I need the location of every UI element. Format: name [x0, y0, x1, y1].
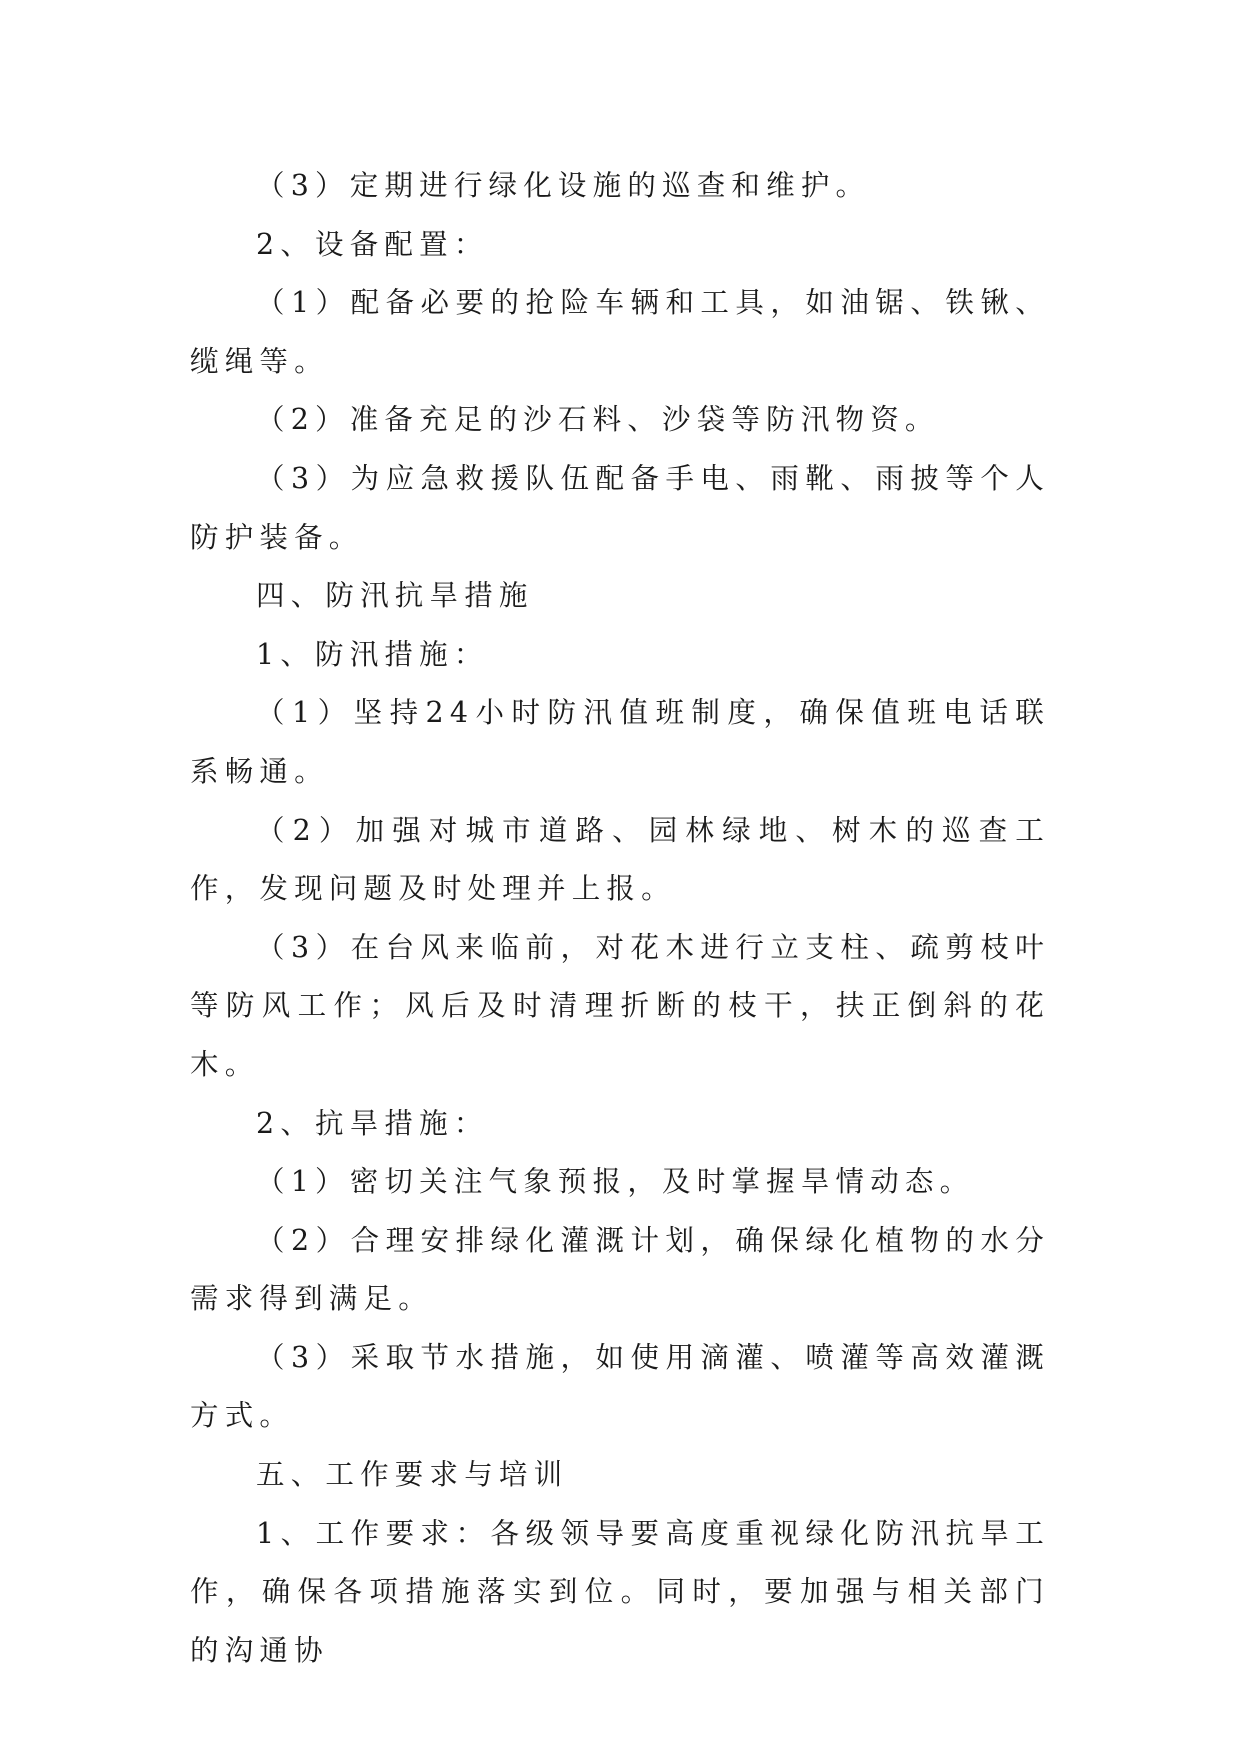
section-heading-work-requirements-training: 五、工作要求与培训	[256, 1458, 569, 1492]
paragraph-weather-forecast: （1）密切关注气象预报，及时掌握旱情动态。	[256, 1165, 975, 1199]
paragraph-personal-protection: （3）为应急救援队伍配备手电、雨靴、雨披等个人防护装备。	[190, 461, 1050, 554]
paragraph-work-requirements: 1、工作要求：各级领导要高度重视绿化防汛抗旱工作，确保各项措施落实到位。同时，要加强与相关部门的沟通协	[190, 1516, 1050, 1667]
heading-flood-measures: 1、防汛措施：	[256, 637, 489, 671]
paragraph-24h-duty: （1）坚持24小时防汛值班制度，确保值班电话联系畅通。	[190, 696, 1050, 788]
paragraph-typhoon-preparation: （3）在台风来临前，对花木进行立支柱、疏剪枝叶等防风工作；风后及时清理折断的枝干，扶正倒斜的花木。	[190, 930, 1050, 1081]
heading-drought-measures: 2、抗旱措施：	[256, 1106, 489, 1140]
paragraph-patrol-inspection: （2）加强对城市道路、园林绿地、树木的巡查工作，发现问题及时处理并上报。	[190, 813, 1050, 906]
paragraph-flood-materials: （2）准备充足的沙石料、沙袋等防汛物资。	[256, 403, 940, 437]
paragraph-irrigation-plan: （2）合理安排绿化灌溉计划，确保绿化植物的水分需求得到满足。	[190, 1223, 1050, 1316]
document-body	[190, 157, 1050, 1680]
paragraph-water-saving: （3）采取节水措施，如使用滴灌、喷灌等高效灌溉方式。	[190, 1340, 1050, 1433]
paragraph-rescue-vehicles-tools: （1）配备必要的抢险车辆和工具，如油锯、铁锹、缆绳等。	[190, 286, 1050, 378]
heading-equipment-configuration: 2、设备配置：	[256, 227, 489, 261]
paragraph-inspection-maintenance: （3）定期进行绿化设施的巡查和维护。	[256, 169, 871, 202]
section-heading-flood-drought-measures: 四、防汛抗旱措施	[256, 579, 534, 613]
